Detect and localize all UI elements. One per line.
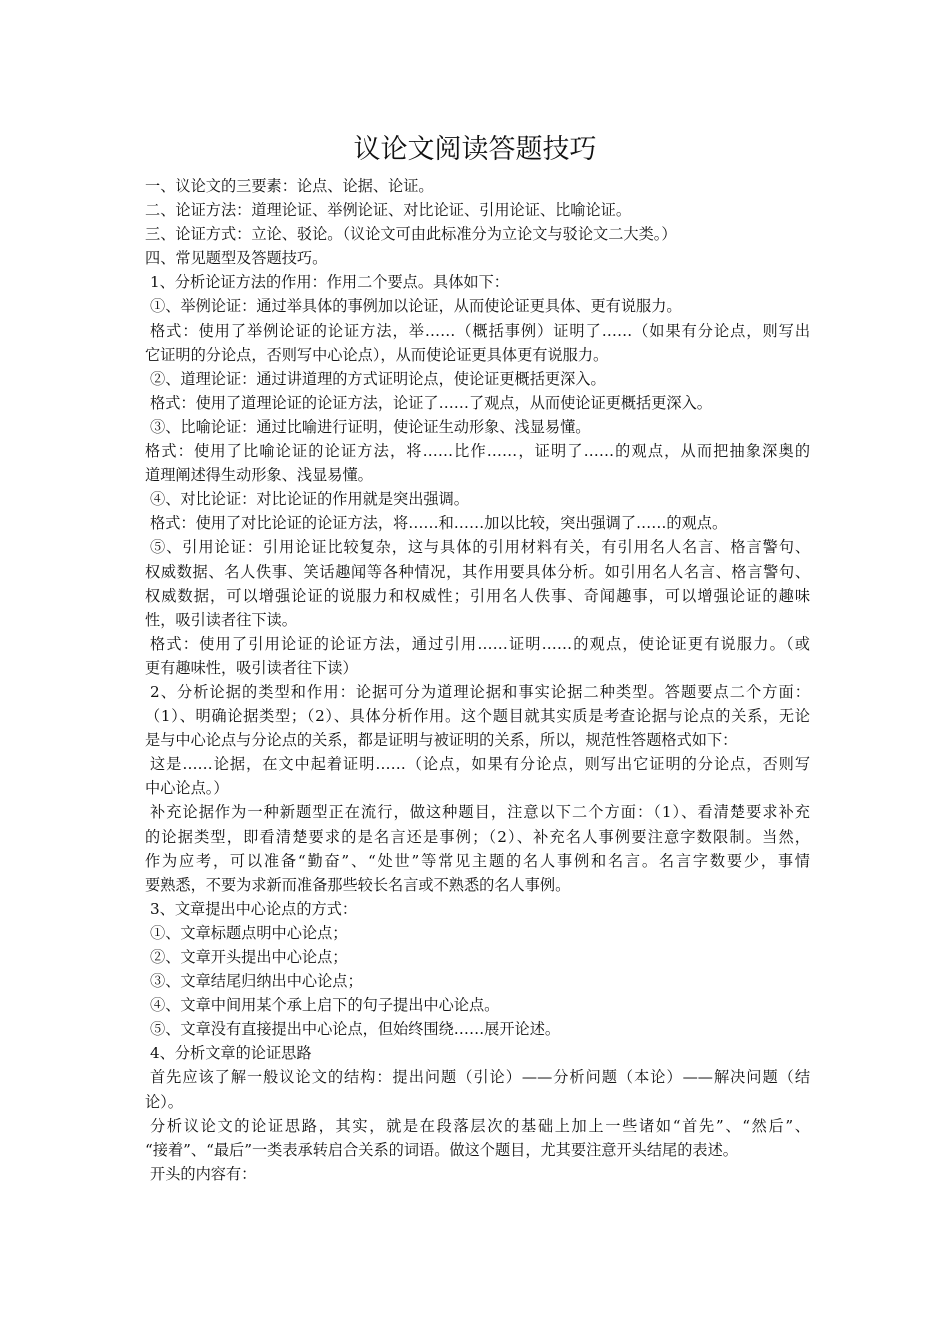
text-line: 要熟悉，不要为求新而准备那些较长名言或不熟悉的名人事例。: [145, 875, 571, 894]
text-line: ①、文章标题点明中心论点；: [150, 923, 348, 942]
text-line: ⑤、引用论证：引用论证比较复杂，这与具体的引用材料有关，有引用名人名言、格言警句、: [150, 538, 810, 557]
text-line: ⑤、文章没有直接提出中心论点，但始终围绕……展开论述。: [150, 1020, 561, 1039]
text-line: 权威数据、名人佚事、笑话趣闻等各种情况，其作用要具体分析。如引用名人名言、格言警句、: [145, 562, 810, 581]
text-line: 作为应考，可以准备“勤奋”、“处世”等常见主题的名人事例和名言。名言字数要少，事情: [145, 851, 810, 870]
text-line: ④、文章中间用某个承上启下的句子提出中心论点。: [150, 996, 500, 1015]
text-line: 开头的内容有：: [150, 1164, 257, 1183]
text-line: 的论据类型，即看清楚要求的是名言还是事例；（2）、补充名人事例要注意字数限制。当然，: [145, 827, 810, 846]
text-line: 1、分析论证方法的作用：作用二个要点。具体如下：: [150, 273, 509, 292]
text-line: （1）、明确论据类型；（2）、具体分析作用。这个题目就其实质是考查论据与论点的关系，无论: [145, 707, 810, 726]
text-line: ①、举例论证：通过举具体的事例加以论证，从而使论证更具体、更有说服力。: [150, 297, 682, 316]
text-line: 四、常见题型及答题技巧。: [145, 249, 328, 268]
text-line: 格式：使用了对比论证的论证方法，将……和……加以比较，突出强调了……的观点。: [150, 514, 728, 533]
text-line: 格式：使用了道理论证的论证方法，论证了……了观点，从而使论证更概括更深入。: [150, 393, 712, 412]
text-line: “接着”、“最后”一类表承转启合关系的词语。做这个题目，尤其要注意开头结尾的表述。: [145, 1140, 738, 1159]
text-line: ③、比喻论证：通过比喻进行证明，使论证生动形象、浅显易懂。: [150, 417, 591, 436]
text-line: 格式：使用了比喻论证的论证方法，将……比作……，证明了……的观点，从而把抽象深奥的: [145, 442, 810, 461]
text-line: ②、道理论证：通过讲道理的方式证明论点，使论证更概括更深入。: [150, 369, 606, 388]
text-line: ④、对比论证：对比论证的作用就是突出强调。: [150, 490, 469, 509]
text-line: 格式：使用了引用论证的论证方法，通过引用……证明……的观点，使论证更有说服力。（或: [150, 634, 810, 653]
text-line: 二、论证方法：道理论证、举例论证、对比论证、引用论证、比喻论证。: [145, 201, 631, 220]
text-line: 格式：使用了举例论证的论证方法，举……（概括事例）证明了……（如果有分论点，则写出: [150, 321, 810, 340]
text-line: 补充论据作为一种新题型正在流行，做这种题目，注意以下二个方面：（1）、看清楚要求补充: [150, 803, 810, 822]
text-line: 道理阐述得生动形象、浅显易懂。: [145, 466, 373, 485]
text-line: ②、文章开头提出中心论点；: [150, 948, 348, 966]
text-line: 三、论证方式：立论、驳论。（议论文可由此标准分为立论文与驳论文二大类。）: [145, 225, 677, 244]
document-body: [145, 174, 810, 1186]
text-line: 3、文章提出中心论点的方式：: [150, 899, 358, 918]
text-line: 4、分析文章的论证思路: [150, 1044, 312, 1063]
text-line: ③、文章结尾归纳出中心论点；: [150, 972, 363, 991]
text-line: 一、议论文的三要素：论点、论据、论证。: [145, 177, 434, 195]
text-line: 中心论点。）: [145, 779, 229, 798]
text-line: 它证明的分论点，否则写中心论点），从而使论证更具体更有说服力。: [145, 345, 609, 364]
text-line: 这是……论据，在文中起着证明……（论点，如果有分论点，则写出它证明的分论点，否则写: [150, 755, 810, 774]
document-title: 议论文阅读答题技巧: [353, 134, 597, 165]
text-line: 论）。: [145, 1092, 183, 1111]
text-line: 2、分析论据的类型和作用：论据可分为道理论据和事实论据二种类型。答题要点二个方面：: [150, 682, 810, 701]
text-line: 更有趣味性，吸引读者往下读）: [145, 658, 358, 677]
text-line: 首先应该了解一般议论文的结构：提出问题（引论）——分析问题（本论）——解决问题（结: [150, 1068, 810, 1087]
text-line: 权威数据，可以增强论证的说服力和权威性；引用名人佚事、奇闻趣事，可以增强论证的趣味: [145, 586, 810, 605]
text-line: 性，吸引读者往下读。: [145, 610, 297, 629]
text-line: 分析议论文的论证思路，其实，就是在段落层次的基础上加上一些诸如“首先”、“然后”、: [150, 1116, 810, 1135]
text-line: 是与中心论点与分论点的关系，都是证明与被证明的关系，所以，规范性答题格式如下：: [145, 731, 738, 750]
